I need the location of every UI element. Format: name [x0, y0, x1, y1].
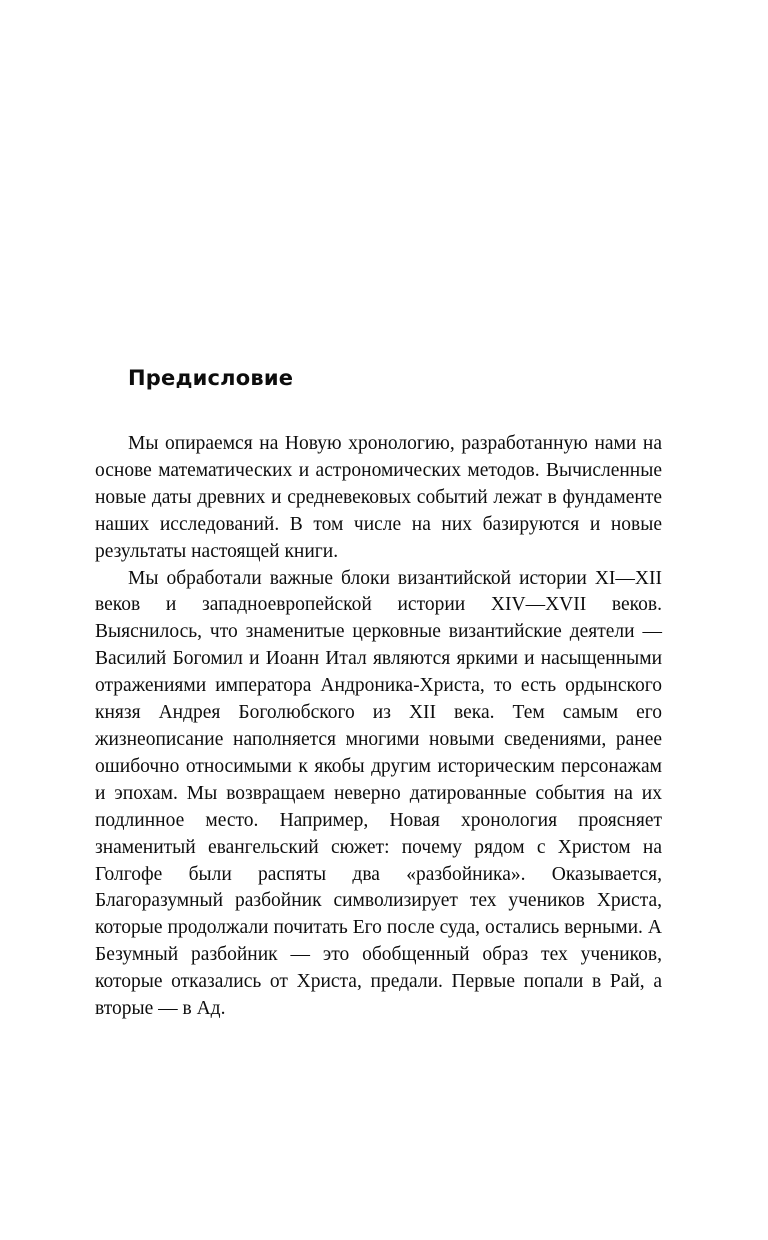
body-text [95, 431, 662, 1023]
paragraph: Мы опираемся на Новую хронологию, разработанную нами на основе математических и астрономических методов. Вычисленные новые даты древних и средневековых событий лежат в фундаменте наших исследований. В том числе на них базируются и новые результаты настоящей книги. [95, 433, 662, 562]
paragraph: Мы обработали важные блоки византийской истории XI—XII веков и западноевропейской истории XIV—XVII веков. Выяснилось, что знаменитые церковные византийские деятели — Василий Богомил и Иоанн Итал являются яркими и насыщенными отражениями императора Андроника-Христа, то есть ордынского князя Андрея Боголюбского из XII века. Тем самым его жизнеописание наполняется многими новыми сведениями, ранее ошибочно относимыми к якобы другим историческим персонажам и эпохам. Мы возвращаем неверно датированные события на их подлинное место. Например, Новая хронология проясняет знаменитый евангельский сюжет: почему рядом с Христом на Голгофе были распяты два «разбойника». Оказывается, Благоразумный разбойник символизирует тех учеников Христа, которые продолжали почитать Его после суда, остались верными. А Безумный разбойник — это обобщенный образ тех учеников, которые отказались от Христа, предали. Первые попали в Рай, а вторые — в Ад. [95, 567, 662, 1020]
text-block [95, 366, 662, 1023]
chapter-title: Предисловие [128, 366, 294, 390]
